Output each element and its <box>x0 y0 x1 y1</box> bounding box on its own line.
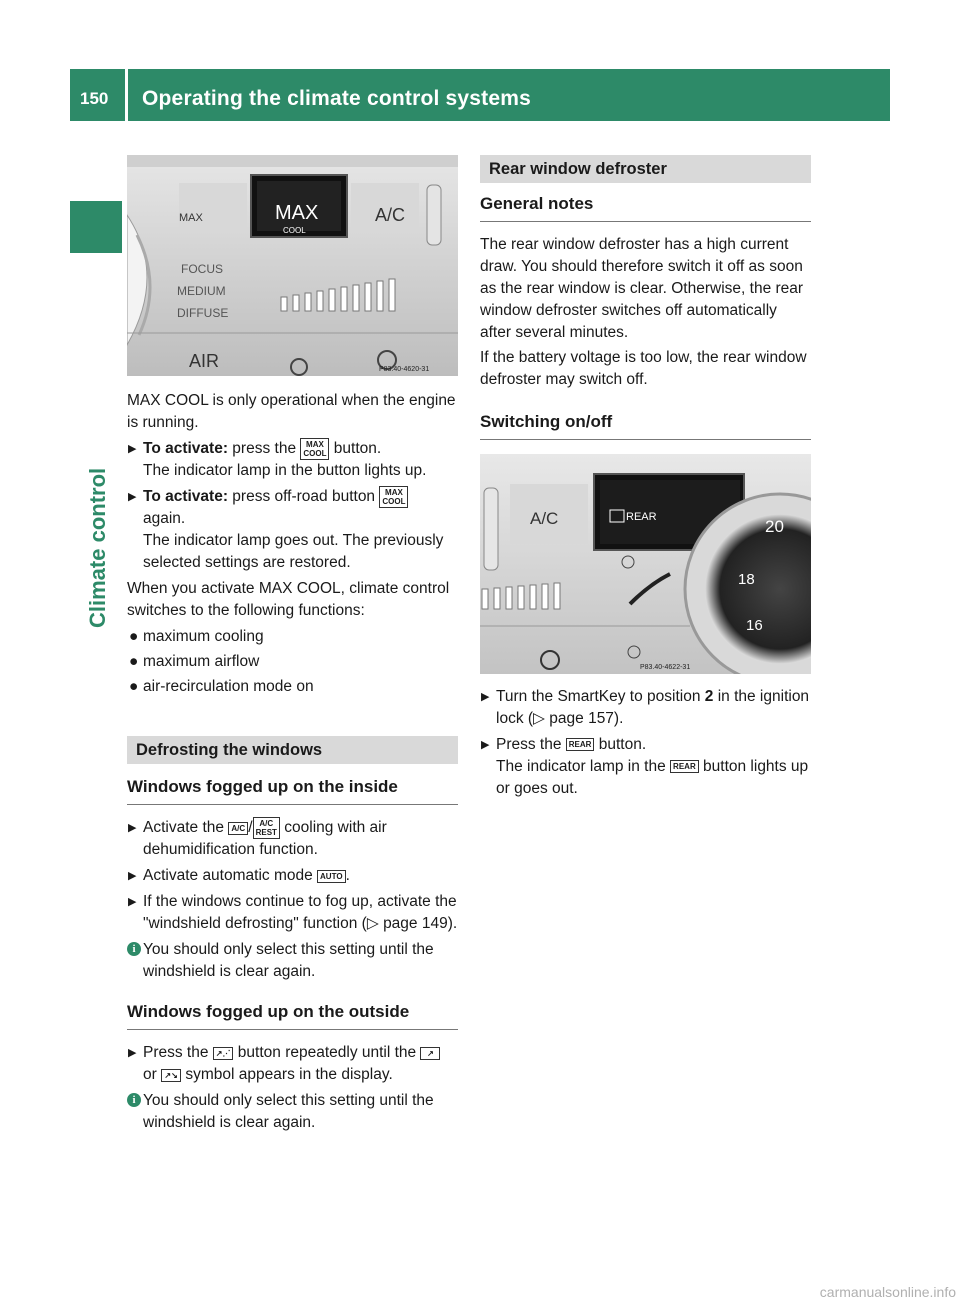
max-label: MAX <box>179 212 203 224</box>
ac-icon: A/C <box>228 822 248 835</box>
function-text: air-recirculation mode on <box>143 678 314 696</box>
ac-button-label: A/C <box>530 509 559 528</box>
function-item <box>127 676 458 698</box>
step-text: The indicator lamp in the <box>496 758 671 775</box>
step-text: Press the <box>143 1044 213 1062</box>
step-text: Activate automatic mode <box>143 867 318 885</box>
subheading-outside: Windows fogged up on the outside <box>127 1001 458 1030</box>
cool-button-label: COOL <box>283 226 306 235</box>
inside-step <box>127 865 458 887</box>
medium-label: MEDIUM <box>177 284 226 298</box>
step-result: The indicator lamp goes out. The previously selected settings are restored. <box>143 532 444 572</box>
step-text: in the ignition lock ( <box>496 688 810 727</box>
functions-intro: When you activate MAX COOL, climate control switches to the following functions: <box>127 580 450 620</box>
page-reference[interactable]: page 149). <box>383 915 458 933</box>
max-cool-icon: MAX COOL <box>379 486 408 508</box>
page-number: 150 <box>80 89 109 108</box>
focus-label: FOCUS <box>181 262 223 276</box>
max-cool-panel-photo <box>127 155 458 376</box>
rear-defrost-icon: REAR <box>566 738 595 751</box>
arrow-bullet-icon: ▶ <box>128 1047 137 1060</box>
step-text: Activate the <box>143 819 229 837</box>
rear-defroster-panel-photo <box>480 454 811 674</box>
step-text: button repeatedly until the <box>233 1044 421 1062</box>
dial-mark-20: 20 <box>765 517 784 536</box>
ac-rest-icon: A/C REST <box>253 817 280 839</box>
side-section-label: Climate control <box>85 467 110 628</box>
air-distribution-icon: ↗⋰ <box>213 1047 234 1060</box>
arrow-bullet-icon: ▶ <box>481 691 490 703</box>
arrow-bullet-icon: ▶ <box>128 896 137 909</box>
page-reference[interactable]: page 157). <box>549 710 624 727</box>
section-heading-defrost: Defrosting the windows <box>127 736 458 764</box>
rear-defroster-panel-illustration <box>480 454 811 674</box>
general-notes-p1: The rear window defroster has a high current draw. You should therefore switch it off as soon as the rear window is clear. Otherwise, the rear window defroster switches off automatically after several minutes. <box>480 236 804 341</box>
subheading-switch: Switching on/off <box>480 411 811 440</box>
diffuse-label: DIFFUSE <box>177 306 229 320</box>
arrow-bullet-icon: ▶ <box>128 491 137 504</box>
key-position: 2 <box>704 688 714 705</box>
footer-watermark: carmanualsonline.info <box>819 1284 956 1300</box>
step-text: cooling with air dehumidification function. <box>143 819 387 859</box>
bullet-icon: ● <box>129 628 139 646</box>
arrow-bullet-icon: ▶ <box>128 822 137 835</box>
side-tab-marker <box>70 201 122 253</box>
auto-icon: AUTO <box>317 870 346 883</box>
arrow-bullet-icon: ▶ <box>128 870 137 883</box>
switch-step <box>480 734 811 800</box>
header-divider <box>125 69 128 121</box>
rear-button-label: REAR <box>626 511 657 523</box>
info-icon: i <box>127 1093 141 1107</box>
right-column <box>480 155 811 800</box>
step-text: press the <box>228 440 301 458</box>
arrow-bullet-icon: ▶ <box>128 443 137 455</box>
inside-step <box>127 891 458 935</box>
activate-step <box>127 438 458 482</box>
bullet-icon: ● <box>129 678 139 696</box>
step-text: press off-road button <box>228 488 380 506</box>
inside-step: ▶ Activate the A/C / A/C REST cooling with air dehumidification function. <box>128 819 387 859</box>
info-note <box>127 1090 458 1134</box>
air-button-label: AIR <box>189 351 220 371</box>
function-text: maximum cooling <box>143 628 264 646</box>
step-text: symbol appears in the display. <box>181 1066 393 1084</box>
info-text: You should only select this setting until the windshield is clear again. <box>143 1092 434 1132</box>
section-heading-rear: Rear window defroster <box>480 155 811 183</box>
step-result: The indicator lamp in the button lights up. <box>143 462 427 480</box>
dial-mark-18: 18 <box>738 571 755 588</box>
rear-defrost-icon: REAR <box>670 760 699 773</box>
function-text: maximum airflow <box>143 653 260 671</box>
general-notes-p2: If the battery voltage is too low, the rear window defroster may switch off. <box>480 349 807 388</box>
step-text: again. <box>143 510 186 528</box>
dial-mark-16: 16 <box>746 617 763 634</box>
max-cool-intro: MAX COOL is only operational when the engine is running. <box>127 392 456 431</box>
arrow-bullet-icon: ▶ <box>481 739 490 751</box>
step-text: button. <box>329 440 382 458</box>
step-text: or <box>143 1066 162 1084</box>
page-ref-arrow-icon: ▷ <box>533 710 545 727</box>
step-text: Press the <box>496 736 566 753</box>
max-cool-panel-illustration <box>127 155 458 376</box>
page-ref-arrow-icon: ▷ <box>366 915 379 933</box>
step-text: button. <box>594 736 647 753</box>
ac-button-label: A/C <box>375 205 406 225</box>
subheading-general: General notes <box>480 193 811 222</box>
info-text: You should only select this setting until the windshield is clear again. <box>143 941 434 981</box>
max-button-label: MAX <box>275 202 319 224</box>
subheading-inside: Windows fogged up on the inside <box>127 776 458 805</box>
outside-step <box>127 1042 458 1086</box>
info-note <box>127 939 458 983</box>
left-column <box>127 155 458 1134</box>
bullet-icon: ● <box>129 653 139 671</box>
photo-code: P83.40-4620-31 <box>379 366 430 373</box>
activate-label: To activate: <box>143 488 228 506</box>
photo-code: P83.40-4622-31 <box>640 664 691 671</box>
function-item <box>127 626 458 648</box>
page-title: Operating the climate control systems <box>142 87 532 110</box>
windshield-airflow-icon: ↗ <box>420 1047 440 1060</box>
max-cool-icon: MAX COOL <box>300 438 329 460</box>
step-text: Turn the SmartKey to position <box>496 688 705 705</box>
windshield-footwell-airflow-icon: ↗↘ <box>161 1069 181 1082</box>
function-item <box>127 651 458 673</box>
info-icon: i <box>127 942 141 956</box>
step-text: . <box>345 867 350 885</box>
step-text: button lights up or goes out. <box>496 758 809 797</box>
activate-label: To activate: <box>143 440 228 458</box>
switch-step <box>480 686 811 730</box>
step-text: If the windows continue to fog up, activate the "windshield defrosting" function ( <box>143 893 457 933</box>
deactivate-step <box>127 486 458 574</box>
